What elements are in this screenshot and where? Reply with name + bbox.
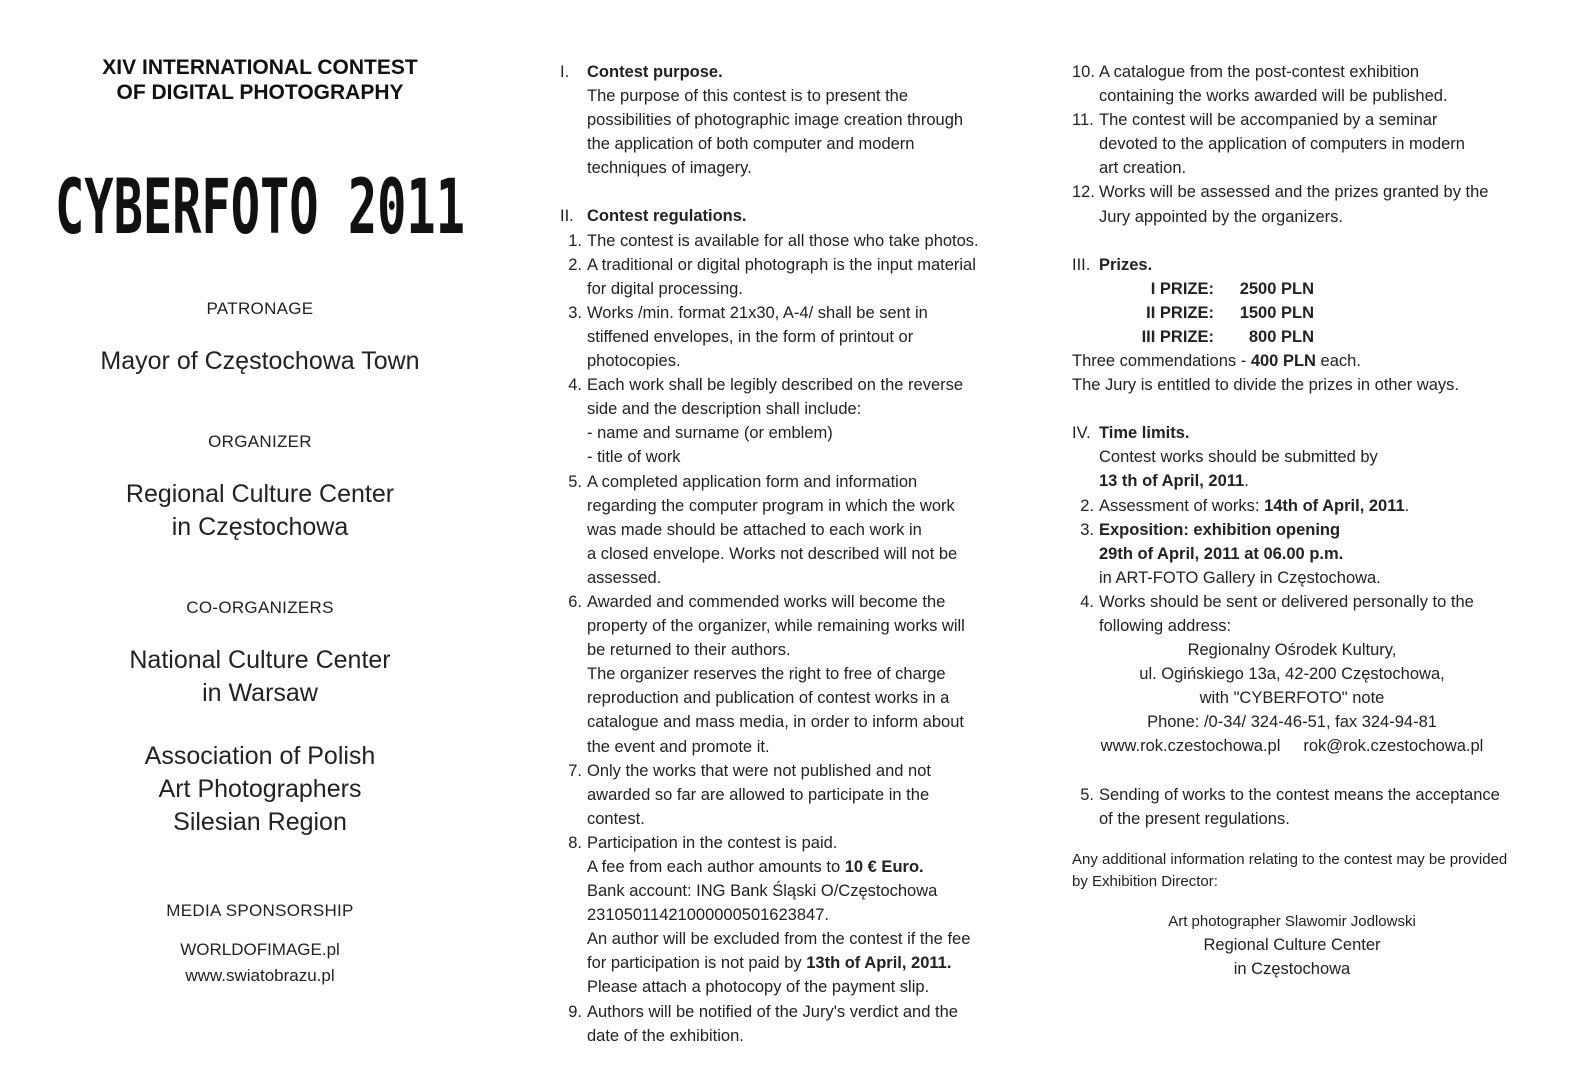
list-item: 10. A catalogue from the post-contest exhibition containing the works awarded will be published. xyxy=(1072,63,1448,106)
coorganizers-label: CO-ORGANIZERS xyxy=(186,598,334,617)
left-column xyxy=(40,55,480,989)
additional-info: Any additional information relating to the contest may be provided by Exhibition Director: xyxy=(1072,850,1508,890)
cyberfoto-logo-image xyxy=(50,163,470,243)
section-title: Time limits. xyxy=(1099,424,1190,443)
section-prizes: III. Prizes. xyxy=(1072,253,1552,277)
list-item: 3. Exposition: exhibition opening 29th of April, 2011 at 06.00 p.m. in ART-FOTO Gallery in Częstochowa. xyxy=(1080,520,1381,587)
list-item: 3. Works /min. format 21x30, A-4/ shall be sent in stiffened envelopes, in the form of printout or photocopies. xyxy=(568,303,928,371)
media-label: MEDIA SPONSORSHIP xyxy=(166,901,354,920)
media-sponsor-1: WORLDOFIMAGE.pl xyxy=(180,940,340,959)
section-title: Contest purpose. xyxy=(587,63,723,81)
section-purpose: I. Contest purpose. The purpose of this contest is to present the possibilities of photographic image creation through the application of both computer and modern techniques of imagery. xyxy=(560,60,1000,180)
svg-text:CYBERFOTO 2011: CYBERFOTO 2011 xyxy=(55,163,465,243)
commendations: Three commendations - 400 PLN each. xyxy=(1072,352,1361,371)
bank-account: Bank account: ING Bank Śląski O/Częstochowa xyxy=(587,882,938,901)
organizer-value: Regional Culture Center in Częstochowa xyxy=(125,480,395,541)
director-contact: Art photographer Slawomir Jodlowski Regional Culture Center in Częstochowa xyxy=(1168,912,1416,978)
list-item: 4. Works should be sent or delivered personally to the following address: xyxy=(1080,592,1474,635)
email-link[interactable]: rok@rok.czestochowa.pl xyxy=(1303,737,1484,756)
section-title: Contest regulations. xyxy=(587,207,747,226)
website-link[interactable]: www.rok.czestochowa.pl xyxy=(1100,737,1281,756)
cyberfoto-logo xyxy=(40,163,480,243)
list-item: 6. Awarded and commended works will become the property of the organizer, while remaining works will be returned to their authors. The organizer reserves the right to free of charge reproduction and publication of contest works in a catalogue and mass media, in order to inform about the event and promote it. xyxy=(568,592,965,756)
jury-note: The Jury is entitled to divide the prizes in other ways. xyxy=(1072,376,1460,395)
list-item: 5. A completed application form and information regarding the computer program in which the work was made should be attached to each work in a closed envelope. Works not described will not be assessed. xyxy=(568,472,958,587)
coorganizer-national: National Culture Center in Warsaw xyxy=(129,646,391,707)
media-sponsor-2: www.swiatobrazu.pl xyxy=(185,966,335,985)
coorganizer-association: Association of Polish Art Photographers Silesian Region xyxy=(144,742,376,836)
patronage-label: PATRONAGE xyxy=(206,299,314,318)
list-item: 1. The contest is available for all those who take photos. xyxy=(568,231,979,250)
contest-title: XIV INTERNATIONAL CONTEST OF DIGITAL PHOTOGRAPHY xyxy=(102,56,418,104)
list-item: 7. Only the works that were not published and not awarded so far are allowed to participate in the contest. xyxy=(568,761,931,828)
organizer-label: ORGANIZER xyxy=(208,432,312,451)
list-item: 4. Each work shall be legibly described on the reverse side and the description shall include: - name and surname (or emblem) - title of work xyxy=(568,376,964,467)
patronage-value: Mayor of Częstochowa Town xyxy=(100,347,420,375)
postal-address: Regionalny Ośrodek Kultury, ul. Ogińskiego 13a, 42-200 Częstochowa, with "CYBERFOTO" note Phone: /0-34/ 324-46-51, fax 324-94-81 xyxy=(1072,638,1552,734)
list-item: 9. Authors will be notified of the Jury's verdict and the date of the exhibition. xyxy=(568,1002,958,1045)
list-item: 8. Participation in the contest is paid. A fee from each author amounts to 10 € Euro. Bank account: ING Bank Śląski O/Częstochowa 23105011421000000501623847. An author will be excluded from the contest if the fee for participation is not paid by 13th of April, 2011. Please attach a photocopy of the payment slip. xyxy=(560,831,1000,1000)
list-item: 2. Assessment of works: 14th of April, 2011. xyxy=(1080,496,1410,515)
section-title: Prizes. xyxy=(1099,255,1153,274)
list-item: 2. A traditional or digital photograph is the input material for digital processing. xyxy=(568,255,976,298)
list-item: 11. The contest will be accompanied by a seminar devoted to the application of computers in modern art creation. xyxy=(1072,111,1465,178)
prize-2: II PRIZE: 1500 PLN xyxy=(1146,303,1314,322)
list-item: 12. Works will be assessed and the prizes granted by the Jury appointed by the organizers. xyxy=(1072,183,1489,226)
prize-1: I PRIZE: 2500 PLN xyxy=(1150,279,1314,298)
section-regulations: II. Contest regulations. xyxy=(560,204,1000,228)
section-time-limits: IV. Time limits. Contest works should be submitted by 13 th of April, 2011. xyxy=(1072,421,1552,493)
contact-links xyxy=(1072,734,1552,758)
phone-fax: Phone: /0-34/ 324-46-51, fax 324-94-81 xyxy=(1147,713,1437,732)
prize-3: III PRIZE: 800 PLN xyxy=(1141,327,1314,346)
right-column xyxy=(1072,60,1552,981)
list-item: 5. Sending of works to the contest means the acceptance of the present regulations. xyxy=(1080,785,1500,828)
middle-column xyxy=(560,60,1000,1048)
account-number: 23105011421000000501623847. xyxy=(587,906,829,925)
media-sponsors xyxy=(40,937,480,989)
